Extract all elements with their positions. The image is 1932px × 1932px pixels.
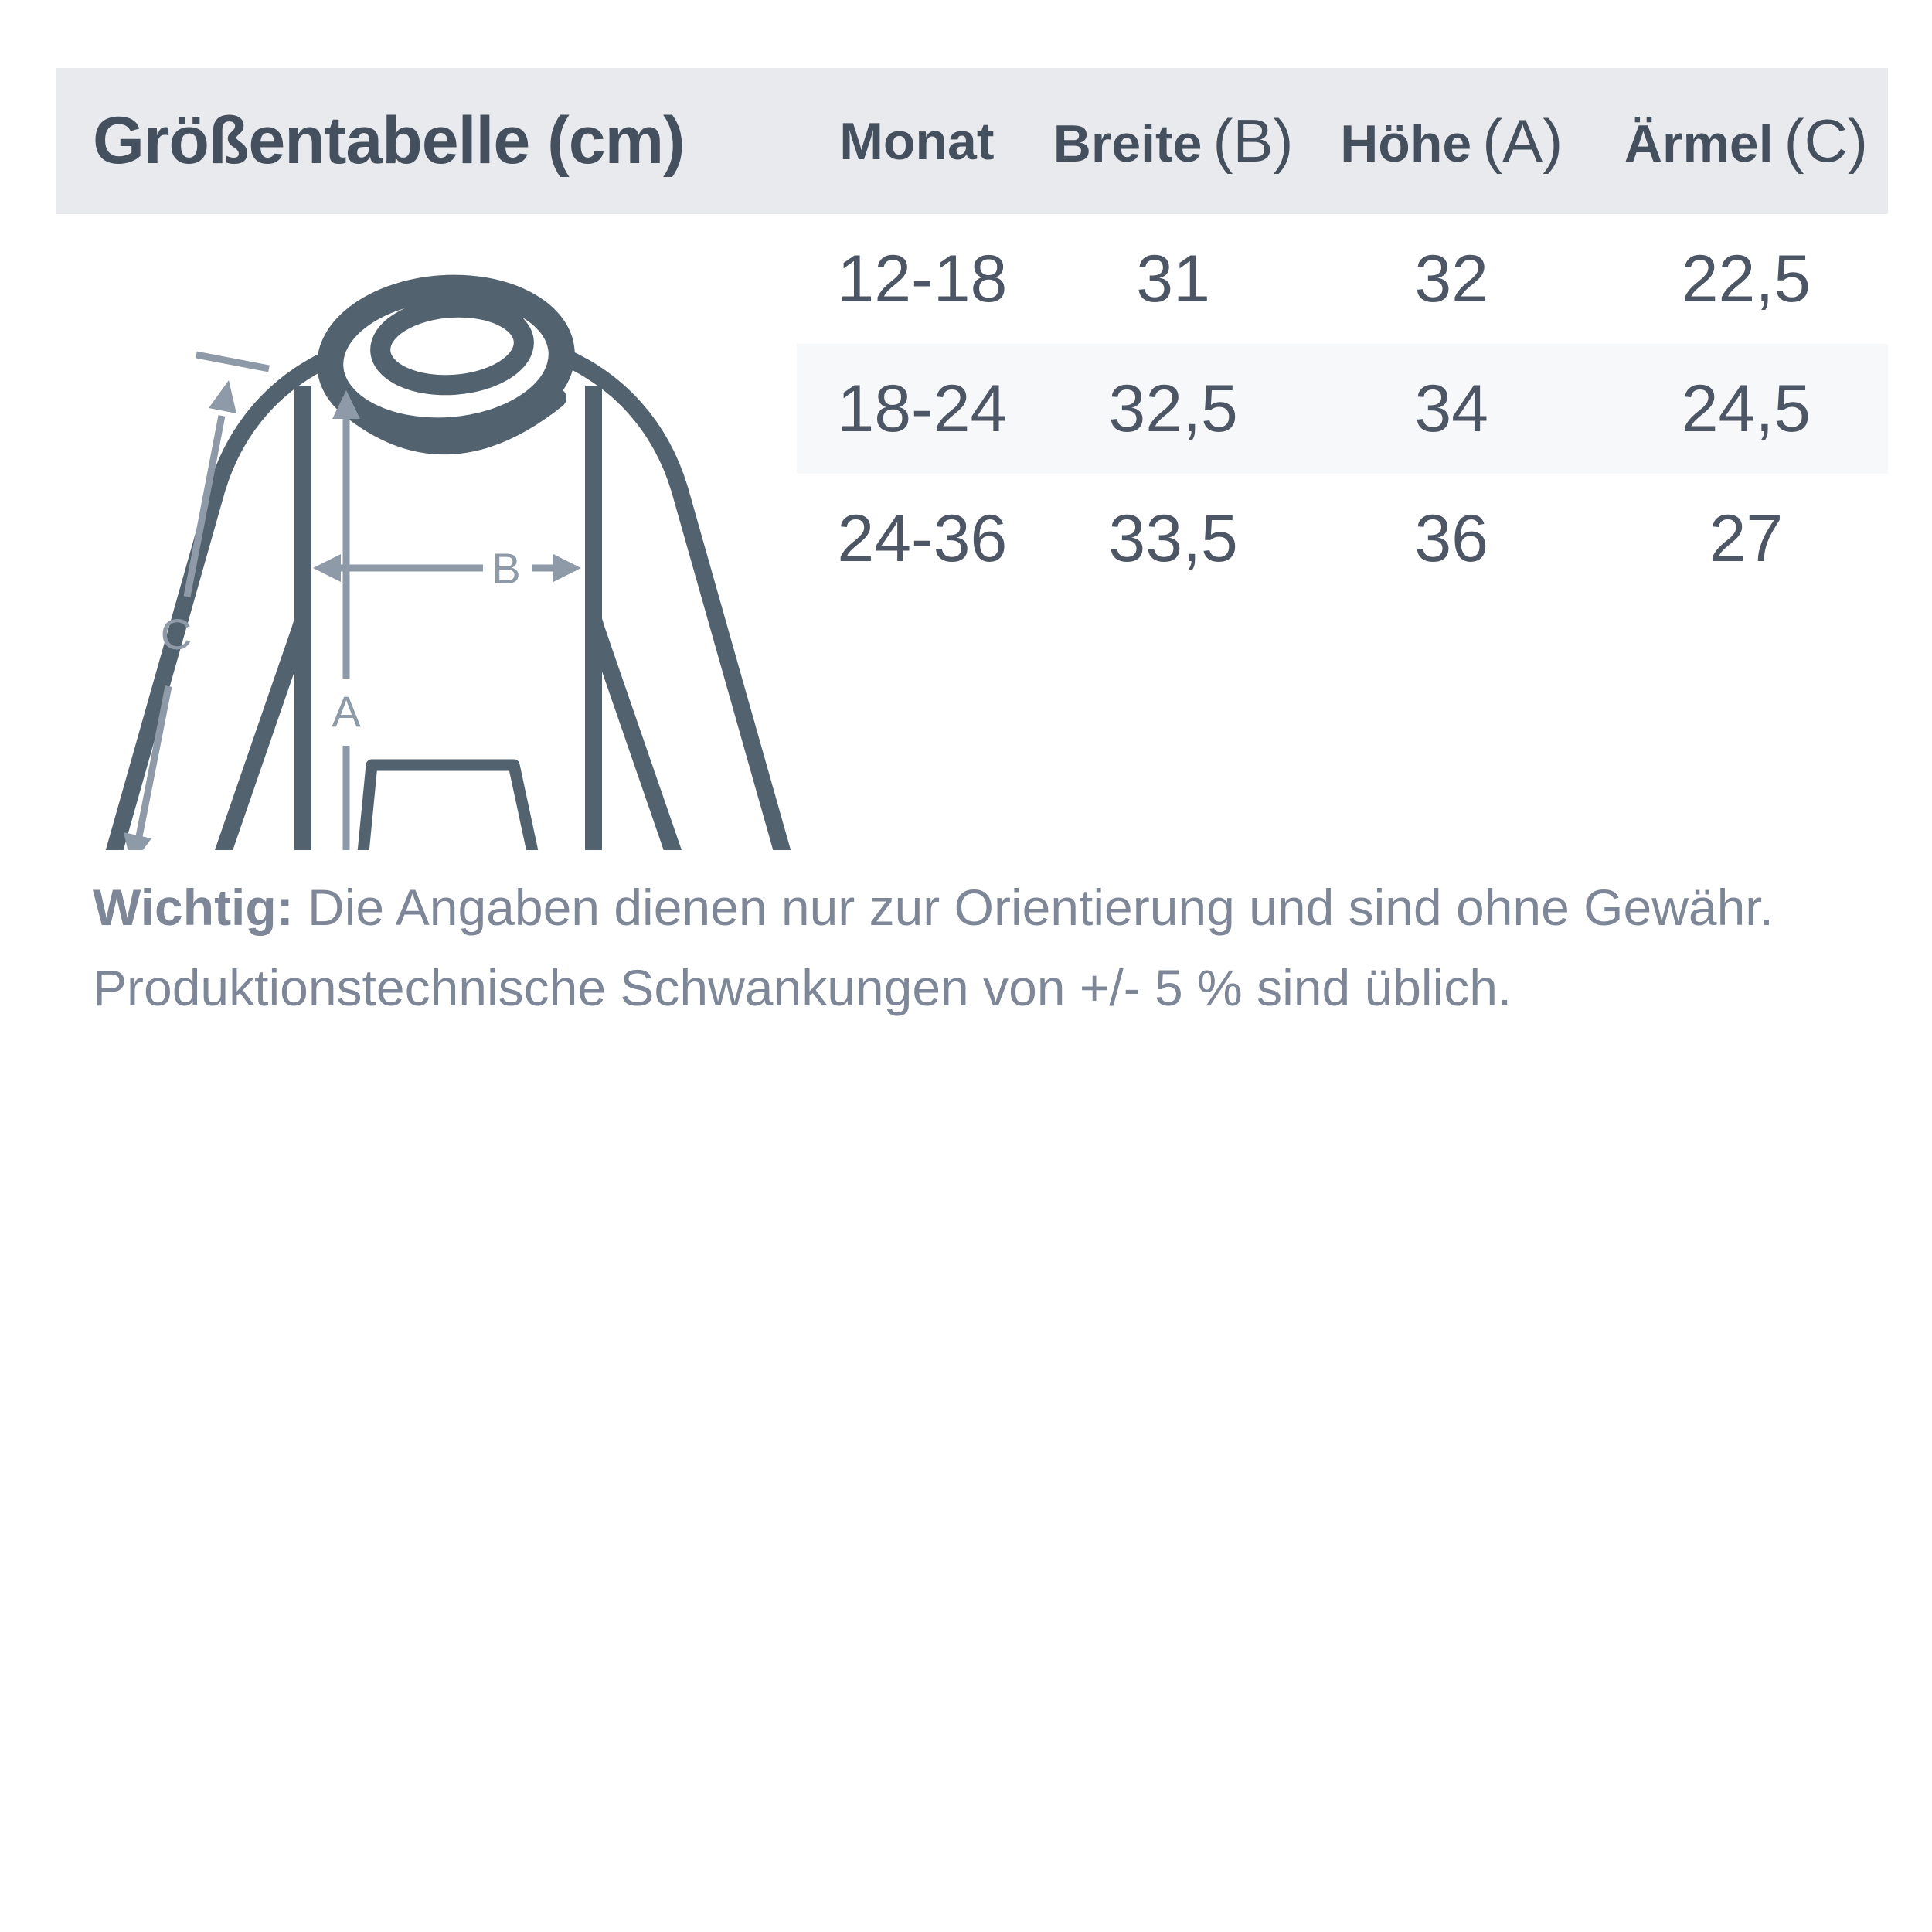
column-header-hoehe [1299,106,1604,176]
note-bold-label: Wichtig: [93,879,294,936]
column-header-label: Monat [839,111,995,171]
note-line-1 [93,867,1774,947]
table-cell-monat: 12-18 [837,241,1008,316]
hoodie-diagram-svg [62,216,835,850]
note-line-1-rest: Die Angaben dienen nur zur Orientierung und sind ohne Gewähr. [293,879,1774,936]
table-cell-hoehe: 34 [1414,371,1489,446]
table-row [797,214,1888,344]
column-header-label: Höhe [1340,114,1472,173]
size-chart-header [56,68,1888,214]
size-chart-title: Größentabelle (cm) [93,104,685,178]
column-header-suffix: (A) [1482,107,1563,175]
size-table-body [797,214,1888,604]
table-cell-monat: 18-24 [837,371,1008,446]
table-cell-monat: 24-36 [837,501,1008,576]
column-header-suffix: (C) [1784,107,1868,175]
column-header-label: Breite [1053,114,1202,173]
arrow-c-head-top [209,380,236,413]
table-row [797,474,1888,604]
table-cell-aermel: 22,5 [1681,241,1811,316]
hoodie-diagram [62,216,835,850]
label-a: A [332,687,361,736]
pocket-outline [359,765,536,850]
column-header-suffix: (B) [1213,107,1294,175]
table-cell-aermel: 24,5 [1681,371,1811,446]
table-cell-hoehe: 32 [1414,241,1489,316]
table-cell-breite: 33,5 [1108,501,1238,576]
column-header-label: Ärmel [1624,114,1774,173]
note-line-2: Produktionstechnische Schwankungen von +/- 5 % sind üblich. [93,959,1512,1016]
label-b: B [492,544,521,593]
column-header-aermel [1604,106,1888,176]
table-cell-breite: 31 [1136,241,1210,316]
table-cell-breite: 32,5 [1108,371,1238,446]
column-header-monat [797,111,1048,172]
table-cell-aermel: 27 [1709,501,1784,576]
table-cell-hoehe: 36 [1414,501,1489,576]
label-c: C [160,610,192,658]
table-header-row [797,68,1888,214]
column-header-breite [1048,106,1299,176]
table-row [797,344,1888,474]
note-text [93,867,1774,1028]
